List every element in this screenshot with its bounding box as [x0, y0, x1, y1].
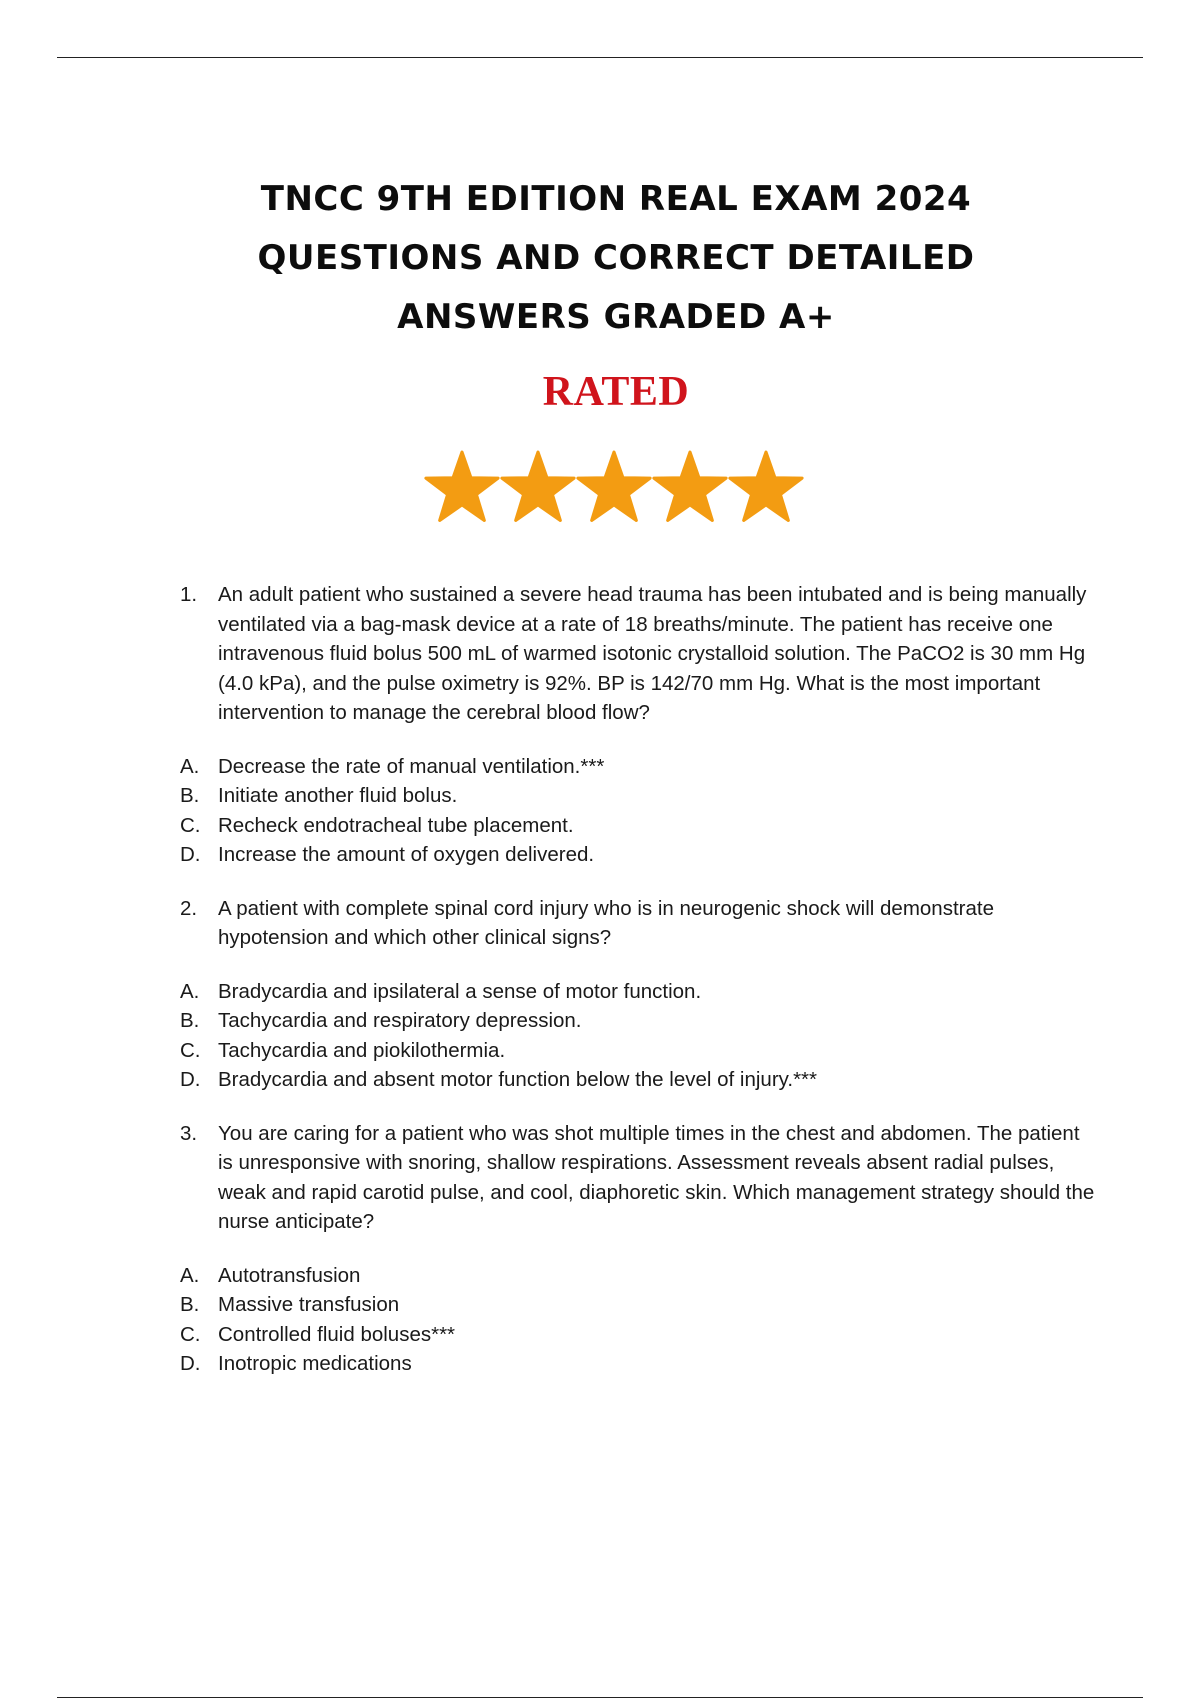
option-label: D. — [180, 1352, 201, 1375]
star-rating — [424, 450, 804, 526]
answer-option — [180, 781, 1100, 811]
question-number: 3. — [180, 1121, 198, 1145]
option-text: Autotransfusion — [218, 1263, 361, 1287]
star-icon — [576, 450, 652, 526]
option-text: Recheck endotracheal tube placement. — [218, 813, 574, 837]
answer-options — [180, 1261, 1100, 1379]
option-label: A. — [180, 1263, 200, 1287]
option-text: Initiate another fluid bolus. — [218, 784, 458, 807]
question-text: An adult patient who sustained a severe head trauma has been intubated and is being manually ventilated via a bag-mask device at a rate of 18 breaths/minute. The patient has receive one intravenous fluid bolus 500 mL of warmed isotonic crystalloid solution. The PaCO2 is 30 mm Hg (4.0 kPa), and the pulse oximetry is 92%. BP is 142/70 mm Hg. What is the most important intervention to manage the cerebral blood flow? — [218, 583, 1087, 724]
option-label: A. — [180, 979, 200, 1003]
answer-options — [180, 977, 1100, 1095]
option-text: Tachycardia and respiratory depression. — [218, 1009, 582, 1032]
option-text: Decrease the rate of manual ventilation.*** — [218, 754, 605, 778]
question-number: 1. — [180, 583, 198, 606]
answer-option — [180, 752, 1100, 782]
answer-option — [180, 840, 1100, 870]
question-list — [180, 580, 1100, 1403]
star-icon — [652, 450, 728, 526]
option-label: B. — [180, 1009, 200, 1032]
question-number: 2. — [180, 896, 198, 920]
option-text: Massive transfusion — [218, 1293, 400, 1316]
star-icon — [728, 450, 804, 526]
question-text: A patient with complete spinal cord injury who is in neurogenic shock will demonstrate hypotension and which other clinical signs? — [218, 896, 994, 949]
title-line-1: TNCC 9TH EDITION REAL EXAM 2024 — [260, 179, 972, 219]
option-text: Bradycardia and absent motor function below the level of injury.*** — [218, 1068, 818, 1091]
option-text: Controlled fluid boluses*** — [218, 1322, 456, 1346]
title-line-2: QUESTIONS AND CORRECT DETAILED — [257, 238, 975, 278]
option-label: B. — [180, 784, 200, 807]
option-text: Inotropic medications — [218, 1352, 412, 1375]
option-text: Tachycardia and piokilothermia. — [218, 1038, 506, 1062]
answer-option — [180, 977, 1100, 1007]
option-label: A. — [180, 754, 200, 778]
option-label: D. — [180, 1068, 201, 1091]
answer-option — [180, 811, 1100, 841]
answer-option — [180, 1320, 1100, 1350]
answer-option — [180, 1065, 1100, 1095]
question-text: You are caring for a patient who was shot multiple times in the chest and abdomen. The patient is unresponsive with snoring, shallow respirations. Assessment reveals absent radial pulses, weak and rapid carotid pulse, and cool, diaphoretic skin. Which management strategy should the nurse anticipate? — [218, 1121, 1095, 1233]
star-icon — [500, 450, 576, 526]
answer-option — [180, 1349, 1100, 1379]
question-item — [180, 580, 1100, 728]
option-text: Bradycardia and ipsilateral a sense of motor function. — [218, 979, 702, 1003]
answer-option — [180, 1036, 1100, 1066]
option-text: Increase the amount of oxygen delivered. — [218, 843, 595, 866]
question-item — [180, 1119, 1100, 1237]
question-item — [180, 894, 1100, 953]
option-label: D. — [180, 843, 201, 866]
document-title — [150, 170, 1082, 347]
option-label: C. — [180, 1322, 201, 1346]
bottom-rule — [57, 1697, 1143, 1698]
star-icon — [424, 450, 500, 526]
option-label: C. — [180, 1038, 201, 1062]
answer-options — [180, 752, 1100, 870]
answer-option — [180, 1006, 1100, 1036]
option-label: C. — [180, 813, 201, 837]
option-label: B. — [180, 1293, 200, 1316]
answer-option — [180, 1261, 1100, 1291]
title-line-3: ANSWERS GRADED A+ — [397, 297, 835, 337]
top-rule — [57, 57, 1143, 58]
rated-label: RATED — [542, 369, 690, 415]
answer-option — [180, 1290, 1100, 1320]
